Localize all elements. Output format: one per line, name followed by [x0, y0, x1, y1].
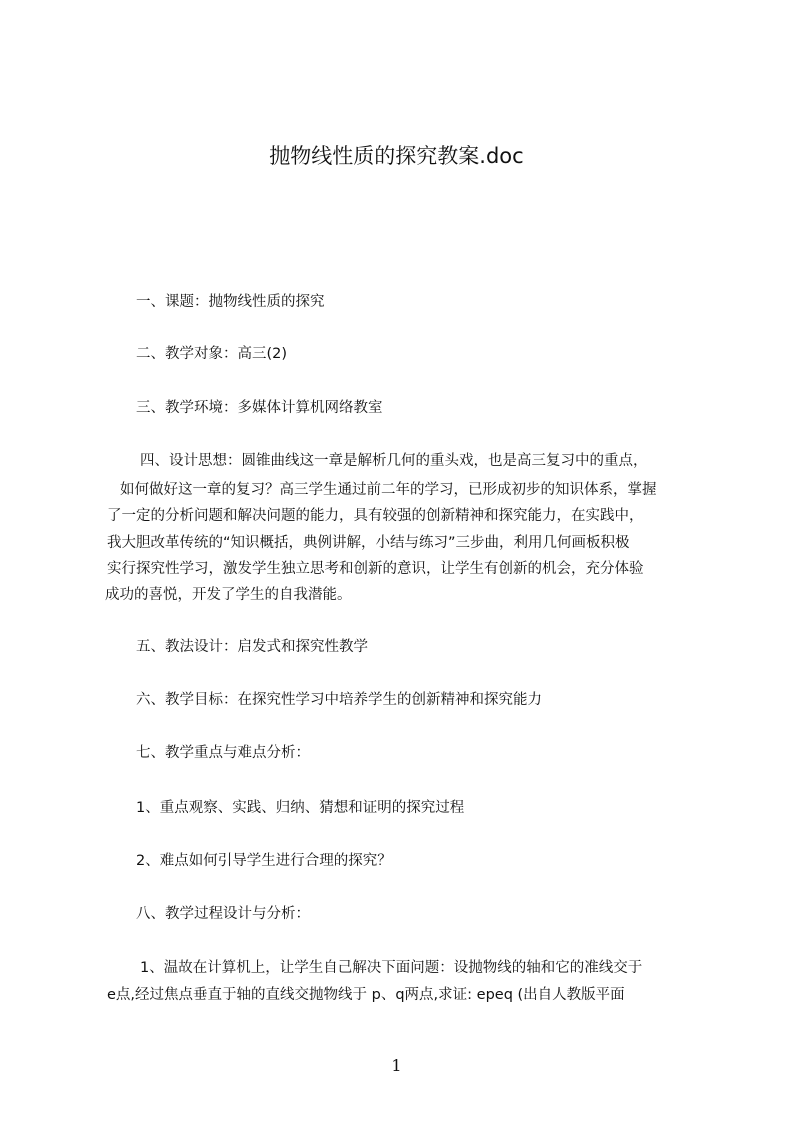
- section-4-line-1: 四、设计思想：圆锥曲线这一章是解析几何的重头戏，也是高三复习中的重点，: [140, 453, 648, 469]
- section-6-objective: 六、教学目标：在探究性学习中培养学生的创新精神和探究能力: [136, 692, 542, 708]
- section-8-item-1-line-1: 1、温故在计算机上，让学生自己解决下面问题：设抛物线的轴和它的准线交于: [140, 960, 643, 976]
- section-4-line-2: 如何做好这一章的复习？高三学生通过前二年的学习，已形成初步的知识体系，掌握: [120, 482, 657, 498]
- section-1-topic: 一、课题：抛物线性质的探究: [136, 294, 325, 310]
- page-number: 1: [391, 1056, 402, 1075]
- section-7-item-1: 1、重点观察、实践、归纳、猜想和证明的探究过程: [136, 800, 465, 816]
- section-7-heading: 七、教学重点与难点分析：: [136, 745, 310, 761]
- section-7-item-2: 2、难点如何引导学生进行合理的探究？: [136, 853, 392, 869]
- section-4-line-3: 了一定的分析问题和解决问题的能力，具有较强的创新精神和探究能力，在实践中，: [107, 508, 644, 524]
- section-4-line-5: 实行探究性学习，激发学生独立思考和创新的意识，让学生有创新的机会，充分体验: [107, 561, 644, 577]
- section-4-line-4: 我大胆改革传统的“知识概括，典例讲解，小结与练习”三步曲，利用几何画板积极: [107, 535, 630, 551]
- section-3-environment: 三、教学环境：多媒体计算机网络教室: [136, 400, 383, 416]
- document-title: 抛物线性质的探究教案.doc: [269, 144, 524, 168]
- section-2-audience: 二、教学对象：高三(2): [136, 346, 288, 362]
- section-5-method: 五、教法设计：启发式和探究性教学: [136, 639, 368, 655]
- section-8-item-1-line-2: e点,经过焦点垂直于轴的直线交抛物线于 p、q两点,求证: epeq (出自人教版平面: [107, 987, 625, 1003]
- section-8-heading: 八、教学过程设计与分析：: [136, 906, 310, 922]
- section-4-line-6: 成功的喜悦，开发了学生的自我潜能。: [105, 587, 352, 603]
